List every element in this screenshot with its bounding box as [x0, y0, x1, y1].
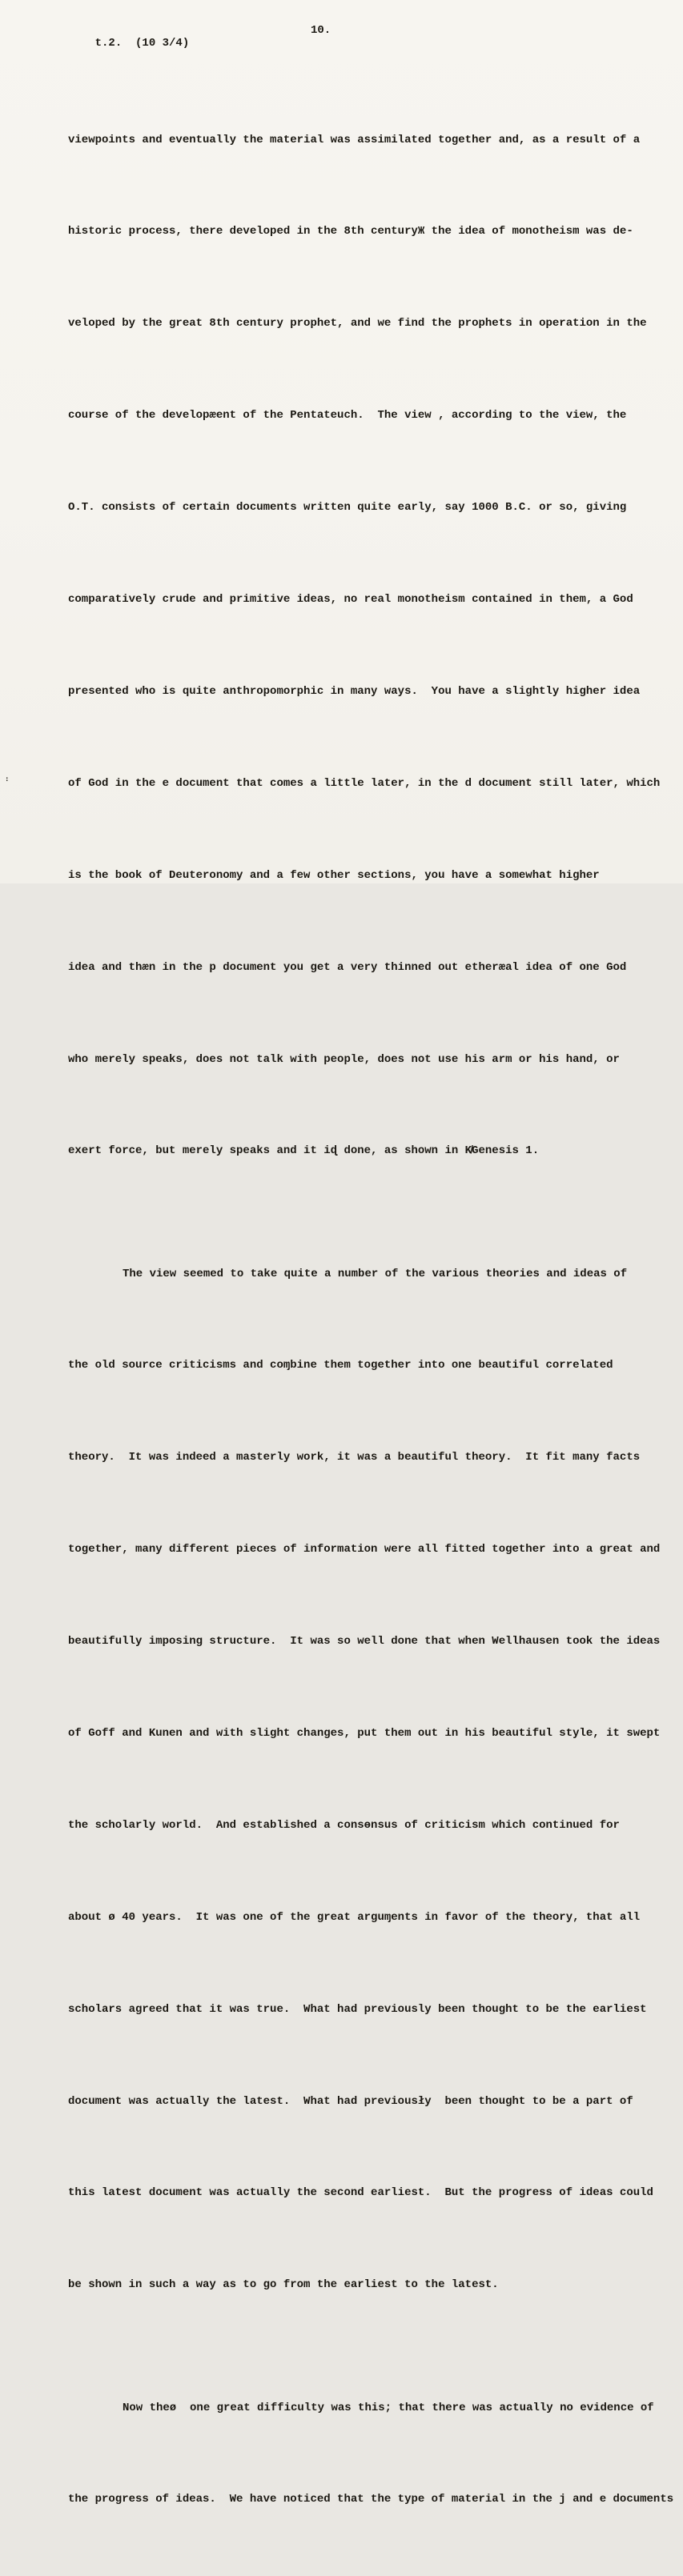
text-line: this latest document was actually the second earliest. But the progress of ideas could	[68, 2186, 653, 2200]
header-reference-label: t.2. (10 3/4)	[94, 37, 190, 50]
text-line: who merely speaks, does not talk with people, does not use his arm or his hand, or	[68, 1052, 620, 1066]
text-line: of Goff and Kunen and with slight changes, put them out in his beautiful style, it swept	[68, 1727, 661, 1741]
text-line: veloped by the great 8th century prophet, and we find the prophets in operation in the	[68, 317, 647, 331]
text-line: scholars agreed that it was true. What had previously been thought to be the earliest	[68, 2002, 647, 2016]
text-line: document was actually the latest. What had previousły been thought to be a part of	[68, 2094, 633, 2108]
text-line: together, many different pieces of information were all fitted together into a great and	[68, 1543, 661, 1556]
scan-speck: :	[5, 775, 10, 783]
text-line: of God in the e document that comes a little later, in the d document still later, which	[68, 776, 661, 790]
text-line: beautifully imposing structure. It was so well done that when Wellhausen took the ideas	[68, 1635, 661, 1649]
text-line: theory. It was indeed a masterly work, it was a beautiful theory. It fit many facts	[68, 1451, 641, 1464]
text-line: presented who is quite anthropomorphic in many ways. You have a slightly higher idea	[68, 684, 641, 698]
paragraph-first-line: The view seemed to take quite a number of the various theories and ideas of	[123, 1267, 628, 1280]
text-line: viewpoints and eventually the material was assimilated together and, as a result of a	[68, 133, 641, 146]
text-line: about ø 40 years. It was one of the great arguɱents in favor of the theory, that all	[68, 1910, 641, 1924]
text-line: the progress of ideas. We have noticed that the type of material in the j and e documents	[68, 2493, 674, 2506]
text-line: comparatively crude and primitive ideas, no real monotheism contained in them, a God	[68, 593, 633, 607]
text-line: exert force, but merely speaks and it iɖ done, as shown in K̸Genesis 1.	[68, 1144, 540, 1158]
text-line: be shown in such a way as to go from the earliest to the latest.	[68, 2278, 499, 2292]
text-line: is the book of Deuteronomy and a few other sections, you have a somewhat higher	[68, 868, 600, 882]
text-line: historic process, there developed in the 8th centuryЖ the idea of monotheism was de-	[68, 225, 633, 238]
text-line: course of the developæent of the Pentateuch. The view , according to the view, the	[68, 409, 627, 423]
text-line: idea and thæn in the p document you get a very thinned out etheræal idea of one God	[68, 960, 627, 974]
paragraph-first-line: Now theø one great difficulty was this; that there was actually no evidence of	[123, 2401, 654, 2414]
page-number: 10.	[311, 24, 331, 37]
text-line: the old source criticisms and coɱbine them together into one beautiful correlated	[68, 1359, 613, 1372]
text-line: O.T. consists of certain documents written quite early, say 1000 B.C. or so, giving	[68, 501, 627, 515]
document-body	[68, 63, 675, 2576]
text-line: the scholarly world. And established a consɵnsus of criticism which continued for	[68, 1818, 620, 1832]
